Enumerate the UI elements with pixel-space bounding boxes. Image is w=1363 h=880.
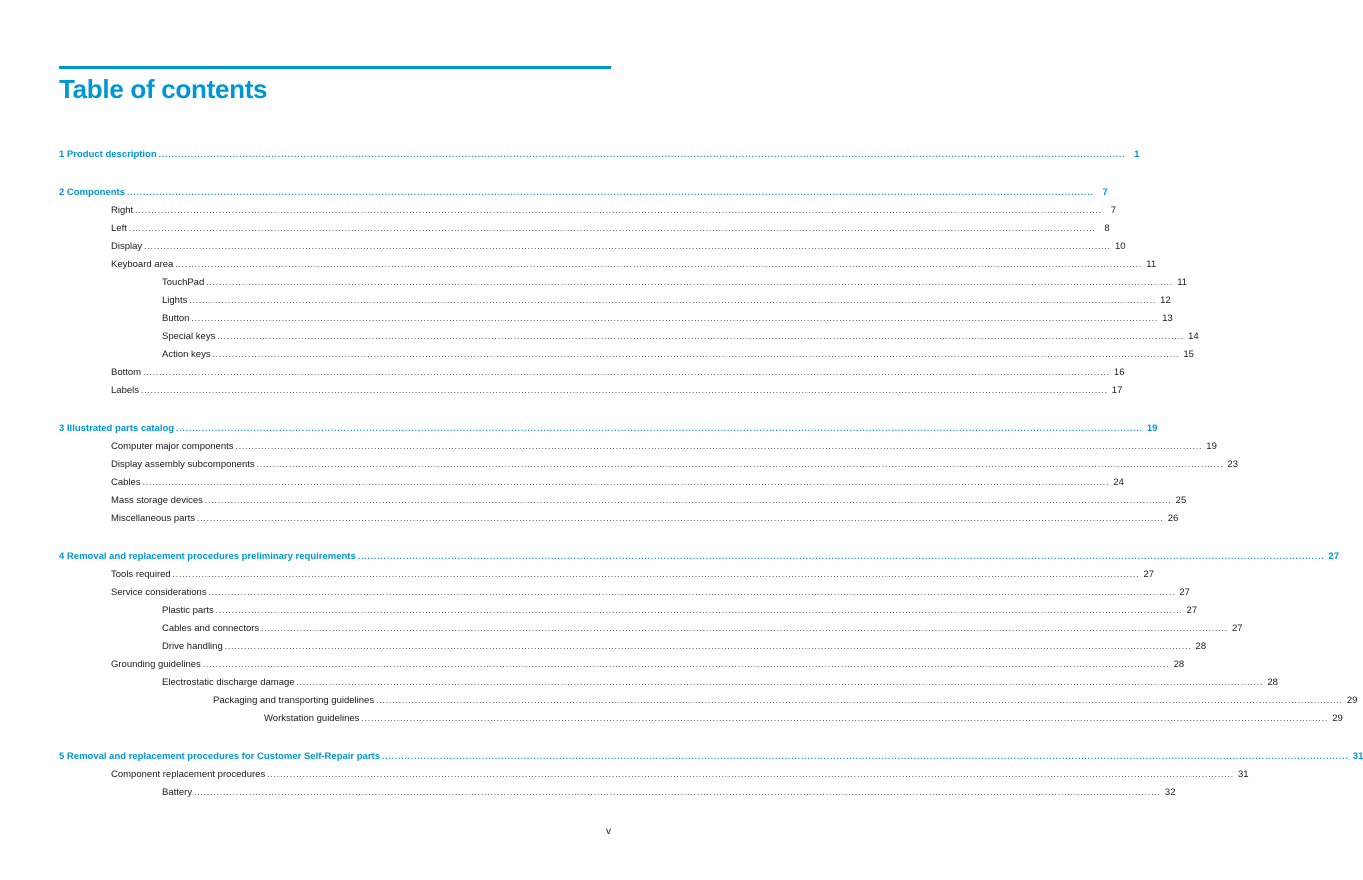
toc-entry-page: 32: [1164, 787, 1176, 798]
dot-leader: ............................................................................................................................................................................................................................................................................................................: [361, 714, 1329, 723]
toc-entry-label: Electrostatic discharge damage: [162, 677, 295, 688]
toc-entry-page: 29: [1346, 695, 1358, 706]
toc-entry-page: 17: [1111, 385, 1123, 396]
dot-leader: ............................................................................................................................................................................................................................................................................................................: [202, 660, 1170, 669]
toc-entry-page: 13: [1162, 313, 1173, 324]
toc-entry[interactable]: [59, 766, 1249, 784]
toc-entry-page: 19: [1146, 423, 1158, 434]
toc-entry-label: Computer major components: [111, 441, 234, 452]
toc-entry[interactable]: [59, 784, 1176, 802]
toc-entry-page: 28: [1195, 641, 1207, 652]
toc-chapter-entry[interactable]: [59, 146, 1140, 164]
page-title: Table of contents: [59, 74, 268, 104]
toc-entry[interactable]: [59, 220, 1110, 238]
toc-chapter-entry[interactable]: [59, 548, 1340, 566]
toc-entry[interactable]: [59, 292, 1171, 310]
toc-entry-label: Battery: [162, 787, 193, 798]
dot-leader: ............................................................................................................................................................................................................................................................................................................: [142, 478, 1110, 487]
toc-chapter-entry[interactable]: [59, 748, 1363, 766]
toc-entry-page: 28: [1173, 659, 1185, 670]
toc-entry-page: 31: [1238, 769, 1249, 780]
dot-leader: ............................................................................................................................................................................................................................................................................................................: [217, 332, 1185, 341]
dot-leader: ............................................................................................................................................................................................................................................................................................................: [376, 696, 1343, 705]
toc-entry-label: Grounding guidelines: [111, 659, 201, 670]
toc-entry-page: 24: [1113, 477, 1124, 488]
dot-leader: ............................................................................................................................................................................................................................................................................................................: [158, 150, 1126, 159]
toc-entry-page: 1: [1134, 149, 1140, 160]
toc-entry-label: 3 Illustrated parts catalog: [59, 423, 175, 434]
toc-entry-label: Left: [111, 223, 127, 234]
toc-entry-page: 15: [1183, 349, 1194, 360]
toc-entry-page: 10: [1114, 241, 1126, 252]
toc-entry-label: Drive handling: [162, 641, 223, 652]
toc-entry[interactable]: [59, 328, 1199, 346]
toc-entry[interactable]: [59, 492, 1187, 510]
dot-leader: ............................................................................................................................................................................................................................................................................................................: [176, 424, 1143, 433]
dot-leader: ............................................................................................................................................................................................................................................................................................................: [208, 588, 1176, 597]
dot-leader: ............................................................................................................................................................................................................................................................................................................: [235, 442, 1203, 451]
dot-leader: ............................................................................................................................................................................................................................................................................................................: [191, 314, 1159, 323]
dot-leader: ............................................................................................................................................................................................................................................................................................................: [357, 552, 1325, 561]
toc-entry-page: 7: [1102, 187, 1108, 198]
toc-entry[interactable]: [59, 566, 1155, 584]
dot-leader: ............................................................................................................................................................................................................................................................................................................: [196, 514, 1164, 523]
toc-entry-page: 23: [1227, 459, 1238, 470]
toc-entry-label: Packaging and transporting guidelines: [213, 695, 375, 706]
table-of-contents: [59, 146, 1363, 802]
toc-entry[interactable]: [59, 638, 1207, 656]
dot-leader: ............................................................................................................................................................................................................................................................................................................: [261, 624, 1228, 633]
toc-entry-page: 27: [1328, 551, 1340, 562]
toc-entry[interactable]: [59, 602, 1198, 620]
toc-entry-label: 2 Components: [59, 187, 125, 198]
toc-entry-page: 11: [1177, 277, 1188, 288]
toc-entry-label: Plastic parts: [162, 605, 214, 616]
toc-entry-label: 5 Removal and replacement procedures for Customer Self-Repair parts: [59, 751, 380, 762]
toc-entry-page: 27: [1186, 605, 1198, 616]
toc-entry-page: 28: [1267, 677, 1278, 688]
toc-entry[interactable]: [59, 710, 1343, 728]
toc-entry-label: Button: [162, 313, 190, 324]
toc-entry[interactable]: [59, 382, 1123, 400]
dot-leader: ............................................................................................................................................................................................................................................................................................................: [189, 296, 1157, 305]
toc-entry[interactable]: [59, 510, 1179, 528]
dot-leader: ............................................................................................................................................................................................................................................................................................................: [143, 368, 1110, 377]
dot-leader: ............................................................................................................................................................................................................................................................................................................: [224, 642, 1192, 651]
toc-entry[interactable]: [59, 656, 1185, 674]
toc-entry-page: 27: [1231, 623, 1243, 634]
toc-entry-page: 26: [1167, 513, 1179, 524]
toc-chapter-entry[interactable]: [59, 420, 1158, 438]
title-rule: [59, 66, 611, 69]
dot-leader: ............................................................................................................................................................................................................................................................................................................: [135, 206, 1102, 215]
toc-entry[interactable]: [59, 438, 1217, 456]
toc-entry-label: Special keys: [162, 331, 216, 342]
toc-entry-label: Cables and connectors: [162, 623, 260, 634]
toc-entry[interactable]: [59, 274, 1188, 292]
toc-entry-page: 25: [1175, 495, 1187, 506]
dot-leader: ............................................................................................................................................................................................................................................................................................................: [144, 242, 1111, 251]
page-number: v: [606, 826, 611, 837]
toc-entry-label: Workstation guidelines: [264, 713, 360, 724]
dot-leader: ............................................................................................................................................................................................................................................................................................................: [206, 278, 1174, 287]
toc-entry-label: Cables: [111, 477, 141, 488]
toc-entry-label: TouchPad: [162, 277, 205, 288]
dot-leader: ............................................................................................................................................................................................................................................................................................................: [296, 678, 1264, 687]
toc-entry-label: 4 Removal and replacement procedures preliminary requirements: [59, 551, 356, 562]
toc-entry[interactable]: [59, 474, 1124, 492]
toc-entry[interactable]: [59, 620, 1243, 638]
dot-leader: ............................................................................................................................................................................................................................................................................................................: [267, 770, 1234, 779]
toc-entry[interactable]: [59, 674, 1278, 692]
toc-chapter-entry[interactable]: [59, 184, 1108, 202]
toc-entry[interactable]: [59, 256, 1157, 274]
dot-leader: ............................................................................................................................................................................................................................................................................................................: [215, 606, 1183, 615]
dot-leader: ............................................................................................................................................................................................................................................................................................................: [141, 386, 1108, 395]
toc-entry-page: 19: [1206, 441, 1217, 452]
toc-entry-page: 11: [1146, 259, 1157, 270]
dot-leader: ............................................................................................................................................................................................................................................................................................................: [172, 570, 1140, 579]
toc-entry-label: Lights: [162, 295, 188, 306]
toc-entry-label: Labels: [111, 385, 139, 396]
dot-leader: ............................................................................................................................................................................................................................................................................................................: [204, 496, 1172, 505]
toc-entry[interactable]: [59, 310, 1173, 328]
toc-entry-page: 8: [1104, 223, 1110, 234]
toc-entry-page: 7: [1110, 205, 1116, 216]
toc-entry-label: Tools required: [111, 569, 171, 580]
dot-leader: ............................................................................................................................................................................................................................................................................................................: [175, 260, 1143, 269]
toc-entry-label: Display assembly subcomponents: [111, 459, 255, 470]
dot-leader: ............................................................................................................................................................................................................................................................................................................: [126, 188, 1094, 197]
toc-entry-page: 27: [1143, 569, 1155, 580]
toc-entry-label: Display: [111, 241, 143, 252]
toc-entry[interactable]: [59, 364, 1125, 382]
toc-entry[interactable]: [59, 202, 1116, 220]
toc-entry-label: Right: [111, 205, 134, 216]
toc-entry[interactable]: [59, 456, 1238, 474]
toc-entry-page: 14: [1188, 331, 1199, 342]
toc-entry-label: Action keys: [162, 349, 211, 360]
toc-entry-label: Component replacement procedures: [111, 769, 266, 780]
toc-entry-label: 1 Product description: [59, 149, 157, 160]
dot-leader: ............................................................................................................................................................................................................................................................................................................: [212, 350, 1180, 359]
toc-entry-label: Miscellaneous parts: [111, 513, 195, 524]
toc-entry-page: 29: [1332, 713, 1343, 724]
dot-leader: ............................................................................................................................................................................................................................................................................................................: [256, 460, 1224, 469]
toc-entry-page: 12: [1160, 295, 1171, 306]
toc-entry[interactable]: [59, 584, 1190, 602]
dot-leader: ............................................................................................................................................................................................................................................................................................................: [128, 224, 1096, 233]
toc-entry-page: 16: [1113, 367, 1125, 378]
toc-entry-page: 31: [1352, 751, 1363, 762]
toc-entry[interactable]: [59, 692, 1358, 710]
toc-entry-label: Mass storage devices: [111, 495, 203, 506]
toc-entry-page: 27: [1179, 587, 1190, 598]
toc-entry[interactable]: [59, 346, 1194, 364]
toc-entry-label: Service considerations: [111, 587, 207, 598]
toc-entry-label: Keyboard area: [111, 259, 174, 270]
dot-leader: ............................................................................................................................................................................................................................................................................................................: [382, 752, 1349, 761]
toc-entry[interactable]: [59, 238, 1126, 256]
dot-leader: ............................................................................................................................................................................................................................................................................................................: [194, 788, 1161, 797]
toc-entry-label: Bottom: [111, 367, 142, 378]
